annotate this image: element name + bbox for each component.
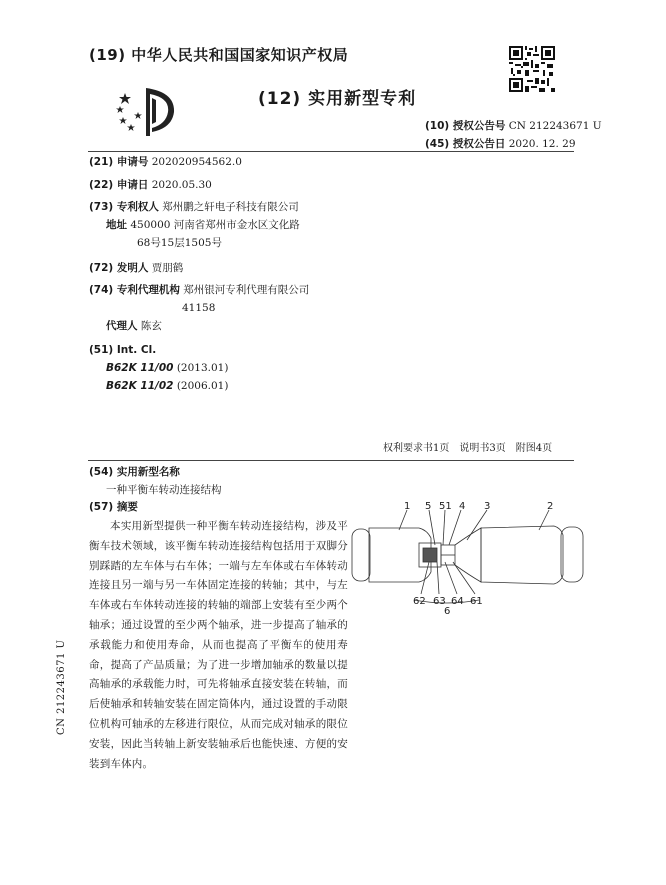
- int-cl-label: [89, 343, 156, 357]
- agent-value: 陈玄: [140, 320, 162, 332]
- agency-value: 郑州银河专利代理有限公司: [183, 284, 310, 296]
- qr-code-icon: [509, 46, 555, 92]
- address-line-2: 68号15层1505号: [137, 237, 222, 249]
- figure-group-label: 6: [444, 606, 451, 615]
- publication-number-row: [425, 118, 602, 133]
- application-date-value: 2020.05.30: [151, 179, 212, 191]
- publication-date-value: 2020. 12. 29: [508, 138, 576, 150]
- application-number-row: [89, 155, 242, 169]
- application-number-label: (21) 申请号: [89, 156, 149, 168]
- agency-code: 41158: [182, 302, 216, 314]
- biblio-divider: [88, 460, 574, 461]
- patent-type-title: (12) 实用新型专利: [258, 89, 417, 109]
- agent-row: [106, 319, 162, 333]
- title-label-row: [89, 465, 180, 479]
- application-date-label: (22) 申请日: [89, 179, 149, 191]
- patentee-label: (73) 专利权人: [89, 201, 159, 213]
- figure-drawing: [352, 510, 583, 603]
- title-label: (54) 实用新型名称: [89, 466, 180, 478]
- int-cl-code: B62K 11/00: [106, 362, 174, 374]
- patentee-row: [89, 200, 299, 214]
- side-publication-number: CN 212243671 U: [56, 639, 67, 735]
- figure-label: 2: [547, 501, 554, 512]
- figure-label: 4: [459, 501, 466, 512]
- int-cl-entry: [106, 361, 228, 375]
- publication-date-label: (45) 授权公告日: [425, 138, 506, 150]
- office-name: (19) 中华人民共和国国家知识产权局: [89, 46, 349, 64]
- figure-label: 1: [404, 501, 411, 512]
- int-cl-year: (2006.01): [176, 380, 229, 392]
- int-cl-code: B62K 11/02: [106, 380, 174, 392]
- header-divider: [88, 151, 574, 152]
- int-cl-year: (2013.01): [176, 362, 229, 374]
- patentee-value: 郑州鹏之轩电子科技有限公司: [162, 201, 299, 213]
- figure-label: 5: [425, 501, 432, 512]
- inventor-row: [89, 261, 183, 275]
- figure-label: 61: [470, 596, 483, 607]
- abstract-figure: [349, 500, 589, 615]
- int-cl-label-text: (51) Int. Cl.: [89, 344, 157, 356]
- utility-model-title: 一种平衡车转动连接结构: [106, 484, 222, 496]
- publication-number-label: (10) 授权公告号: [425, 120, 506, 132]
- application-date-row: [89, 178, 212, 192]
- inventor-label: (72) 发明人: [89, 262, 149, 274]
- address-row: [106, 218, 300, 232]
- int-cl-entry: [106, 379, 228, 393]
- address-line-1: 450000 河南省郑州市金水区文化路: [130, 219, 300, 231]
- agency-label: (74) 专利代理机构: [89, 284, 180, 296]
- figure-label: 62: [413, 596, 426, 607]
- figure-label: 64: [451, 596, 464, 607]
- publication-number-value: CN 212243671 U: [508, 120, 602, 132]
- application-number-value: 202020954562.0: [151, 156, 242, 168]
- abstract-text: 本实用新型提供一种平衡车转动连接结构，涉及平衡车技术领域，该平衡车转动连接结构包括用于双脚分别踩踏的左车体与右车体；一端与左车体或右车体转动连接且另一端与另一车体固定连接的转轴；其中，与左车体或右车体转动连接的转轴的端部上安装有至少两个轴承；通过设置的至少两个轴承，进一步提高了轴承的承载能力和使用寿命，从而也提高了平衡车的使用寿命，提高了产品质量；为了进一步增加轴承的数量以提高轴承的承载能力时，可先将轴承直接安装在转轴，而后使轴承和转轴安装在固定筒体内，通过设置的手动限位机构可轴承的左移进行限位，从而完成对轴承的限位安装，因此当转轴上新安装轴承后也能快速、方便的安装到车体内。: [89, 520, 348, 770]
- page-counts: 权利要求书1页 说明书3页 附图4页: [383, 443, 553, 454]
- cnipa-logo-icon: [112, 84, 180, 140]
- abstract-label: (57) 摘要: [89, 501, 138, 513]
- publication-date-row: [425, 136, 576, 151]
- agency-row: [89, 283, 309, 297]
- abstract-label-row: [89, 500, 138, 514]
- agent-label: 代理人: [106, 320, 138, 332]
- figure-label: 3: [484, 501, 491, 512]
- address-label: 地址: [106, 219, 127, 231]
- inventor-value: 贾朋鹤: [151, 262, 184, 274]
- figure-label: 51: [439, 501, 452, 512]
- figure-label: 63: [433, 596, 446, 607]
